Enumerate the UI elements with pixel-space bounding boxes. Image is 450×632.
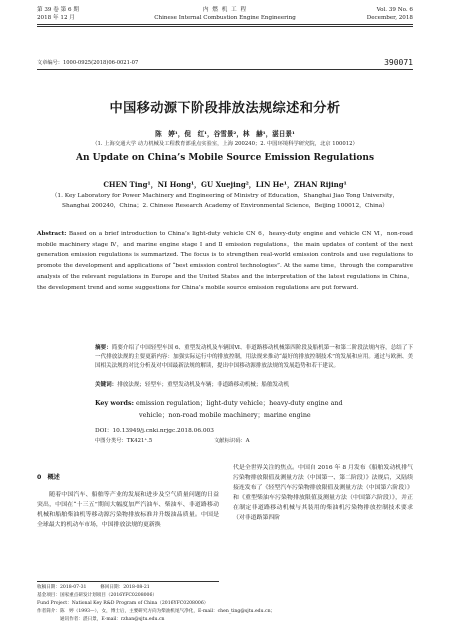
article-id: 390071 [384,58,413,67]
footnote-contact: 通讯作者：湛日景，E-mail：rzhan@sjtu.edu.cn [60,617,165,622]
affiliations-cn: （1. 上海交通大学 动力机械及工程教育部重点实验室，上海 200240；2. 中国环境科学研究院，北京 100012） [92,141,358,147]
article-number: 文章编号：1000-0925(2018)06-0021-07 [37,60,139,66]
abstract-en-label: Abstract: [37,231,67,237]
paper-title-cn: 中国移动源下阶段排放法规综述和分析 [109,101,341,116]
footnote-fund-en: Fund Project：National Key R&D Program of China（2016YFC0208006） [37,601,209,606]
keywords-en-label: Key words: [95,399,134,407]
journal-name-en: Chinese Internal Combustion Engine Engineering [154,15,296,21]
volume-issue: 第 39 卷 第 6 期 [37,7,79,13]
keywords-cn-label: 关键词： [95,382,118,388]
document-code: 文献标识码：A [214,438,250,444]
header-rule-2 [37,26,413,27]
footnote-fund-cn: 基金项目：国家重点研发计划项目（2016YFC0208006） [37,593,157,598]
abstract-en-text: Based on a brief introduction to China’s light-duty vehicle CN 6，heavy-duty engine and vehicle CN Ⅵ，non-road mobile machinery stage Ⅳ，and marine engine stage Ⅰ and Ⅱ emission regulations，the main updates of content of the next generation emission regulations is summarized. The focus is to strengthen real-world emission controls and use regulations to promote the development and applications of “best emission control technologies”. At the same time，through the comparative analysis of the relevant regulations in Europe and the United States and the interpretation of the latest regulations in China，the development trend and some suggestions for China’s mobile source emission regulations are put forward. [37,231,413,291]
authors-en: CHEN Ting¹，NI Hong¹，GU Xuejing²，LIN He¹，ZHAN Rijing¹ [103,180,347,189]
authors-cn: 陈 婷¹，倪 红¹，谷雪景²，林 赫¹，湛日景¹ [155,130,295,138]
keywords-en-line1: emission regulation；light-duty vehicle；heavy-duty engine and [133,399,343,407]
footnote-rule [37,581,219,582]
abstract-cn [95,344,413,372]
issue-date: 2018 年 12 月 [37,15,75,21]
issue-date-en: December, 2018 [366,15,413,21]
footnote-received: 收稿日期：2018-07-31 修回日期：2018-08-21 [37,585,150,590]
meta-rule [37,69,413,70]
intro-text-left: 随着中国汽车、船舶等产业的发展和进步及空气质量问题的日益突出，中国在“十三五”期间大幅度加严汽油车、柴油车、非道路移动机械和船舶柴油机等移动源污染物排放标准并升级油品质量。中国是全球最大的机动车市场，中国排放法规的更新换 [37,492,219,529]
journal-volume-info-en [367,6,413,22]
keywords-en-line2: vehicle；non-road mobile machinery；marine engine [139,411,311,419]
abstract-cn-text: 简要介绍了中国轻型车国 6、重型发动机及车辆国Ⅵ、非道路移动机械第四阶段及船机第一和第二阶段法规内容，总结了下一代排放法规的主要更新内容：加强实际运行中的排放控制，用法规来推动“最好的排放控制技术”的发展和应用。通过与欧洲、美国相关法规的对比分析及对中国最新法规的解读，提出中国移动源排放法规的发展趋势和若干建议。 [95,345,413,370]
keywords-cn-text: 排放法规；轻型车；重型发动机及车辆；非道路移动机械；船舶发动机 [117,382,290,388]
keywords-en [95,397,413,421]
keywords-cn [95,380,413,388]
volume-issue-en: Vol. 39 No. 6 [376,7,413,13]
intro-text-right: 代是全世界关注的焦点。中国自 2016 年 8 月发布《船舶发动机排气污染物排放限值及测量方法（中国第一、第二阶段）》法规后，又陆续接连发布了《轻型汽车污染物排放限值及测量方法（中国第六阶段）》和《重型柴油车污染物排放限值及测量方法（中国第六阶段）》，并正在制定非道路移动机械与其装用的柴油机污染物排放控制技术要求（对非道路第四阶 [233,465,413,522]
clc-number: 中图分类号：TK421⁺.5 [95,438,153,444]
doi: DOI：10.13949/j.cnki.nrjgc.2018.06.003 [95,428,214,434]
affiliations-en: （1. Key Laboratory for Power Machinery and Engineering of Ministry of Education，Shanghai Jiao Tong University，Shanghai 200240，China；2. Chinese Research Academy of Environmental Science，Beijing 100012，China） [51,193,399,210]
journal-name-cn: 内 燃 机 工 程 [202,7,248,13]
abstract-en [37,229,413,293]
abstract-cn-label: 摘要： [95,345,112,351]
section-heading-intro: 0 概述 [37,474,60,481]
footnote-author: 作者简介：陈 婷（1993—），女，博士后，主要研究方向为柴油机尾气净化，E-mail：chen_ting@sjtu.edu.cn； [37,609,276,614]
paper-title-en: An Update on China’s Mobile Source Emission Regulations [75,153,375,163]
